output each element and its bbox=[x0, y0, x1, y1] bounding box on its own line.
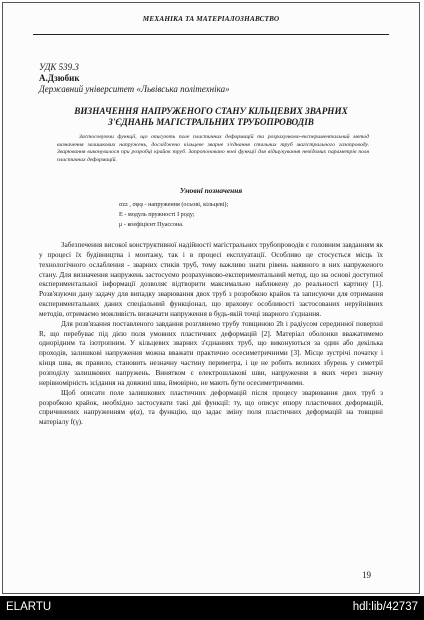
legend-item: μ - коефіцієнт Пуассона. bbox=[119, 221, 184, 228]
legend-title: Умовні позначення bbox=[179, 186, 243, 195]
running-header: МЕХАНІКА ТА МАТЕРІАЛОЗНАВСТВО bbox=[142, 15, 280, 23]
author-affiliation: Державний університет «Львівська політехніка» bbox=[39, 84, 230, 94]
repository-footer bbox=[0, 596, 424, 620]
body-paragraph: Щоб описати поле залишкових пластичних деформацій після процесу зварювання двох труб з розробкою крайок, необхідно застосувати такі дві функції: ту, що описує епюру пластичних деформацій, спричинених напруженням φ(α), та функцію, що задає зміну поля пластичних деформацій на товщині матеріалу f(γ). bbox=[39, 388, 383, 427]
article-title bbox=[43, 106, 379, 128]
legend-item: σzz , σφφ - напруження (осьові, кільцеві); bbox=[119, 201, 229, 208]
body-paragraph: Для розв'язання поставленого завдання розглянемо трубу товщиною 2h і радіусом серединної поверхні R, що перебуває під дією поля умовних пластичних деформацій [2]. Матеріал оболонки вважатимемо однорідним та ізотропним. У кільцевих зварних з'єднаннях труб, що виконуються за один або декілька проходів, залишкові напруження можна вважати практично осесиметричними [3]. Місце зустрічі початку і кінця шва, як правило, становить незначну частину периметра, і це не робить великих збурень у симетрії розподілу залишкових напружень. Винятком є електрошлакові шви, напруження в яких через значну нерівномірність зсідання на довжині шва, ймовірно, не мають бути осесиметричними. bbox=[39, 319, 383, 387]
article-body bbox=[39, 241, 383, 428]
body-paragraph: Забезпечення високої конструктивної надійності магістральних трубопроводів є головним завданням як у процесі їх будівництва і монтажу, так і в процесі експлуатації. Особливо це стосується місць їх технологічного ослаблення - зварних стиків труб, тому важливо знати рівень наявного в них напруженого стану. Для визначення напружень застосуємо розрахунково-експериментальний метод, що на основі доступної експериментальної інформації дозволяє відтворити максимально наближену до реальності картину [1]. Розв'язуючи дану задачу для випадку зварювання двох труб з розробкою крайок та записуючи для отримання експериментальних даних спеціальний функціонал, що враховує особливості застосованих неруйнівних методів, отримаємо можливість визначати напруження в будь-якій точці зварного з'єднання. bbox=[39, 241, 383, 318]
legend-item: E - модуль пружності I роду; bbox=[119, 211, 195, 218]
udk-code: УДК 539.3 bbox=[39, 62, 79, 72]
article-title-line: ВИЗНАЧЕННЯ НАПРУЖЕНОГО СТАНУ КІЛЬЦЕВИХ ЗВАРНИХ bbox=[74, 106, 348, 116]
repository-name: ELARTU bbox=[6, 601, 52, 613]
legend-list bbox=[119, 200, 228, 230]
author-name: А.Дзюбик bbox=[39, 73, 80, 83]
page-number: 19 bbox=[362, 570, 371, 580]
handle-id: hdl:lib/42737 bbox=[352, 601, 418, 613]
abstract: Застосовуючи функції, що описують поле пластичних деформацій та розрахунково-експериментальний метод визначення залишкових напружень, досліджено кільцеве зварне з'єднання стальних труб магістрального газопроводу. Зварювання виконувалося при розробці крайок труб. Запропоновано нові функції для відшукування невідомих параметрів поля пластичних деформацій. bbox=[57, 134, 369, 163]
journal-page bbox=[2, 2, 420, 594]
article-title-line: З'ЄДНАНЬ МАГІСТРАЛЬНИХ ТРУБОПРОВОДІВ bbox=[108, 117, 314, 127]
header-rule bbox=[33, 34, 389, 35]
